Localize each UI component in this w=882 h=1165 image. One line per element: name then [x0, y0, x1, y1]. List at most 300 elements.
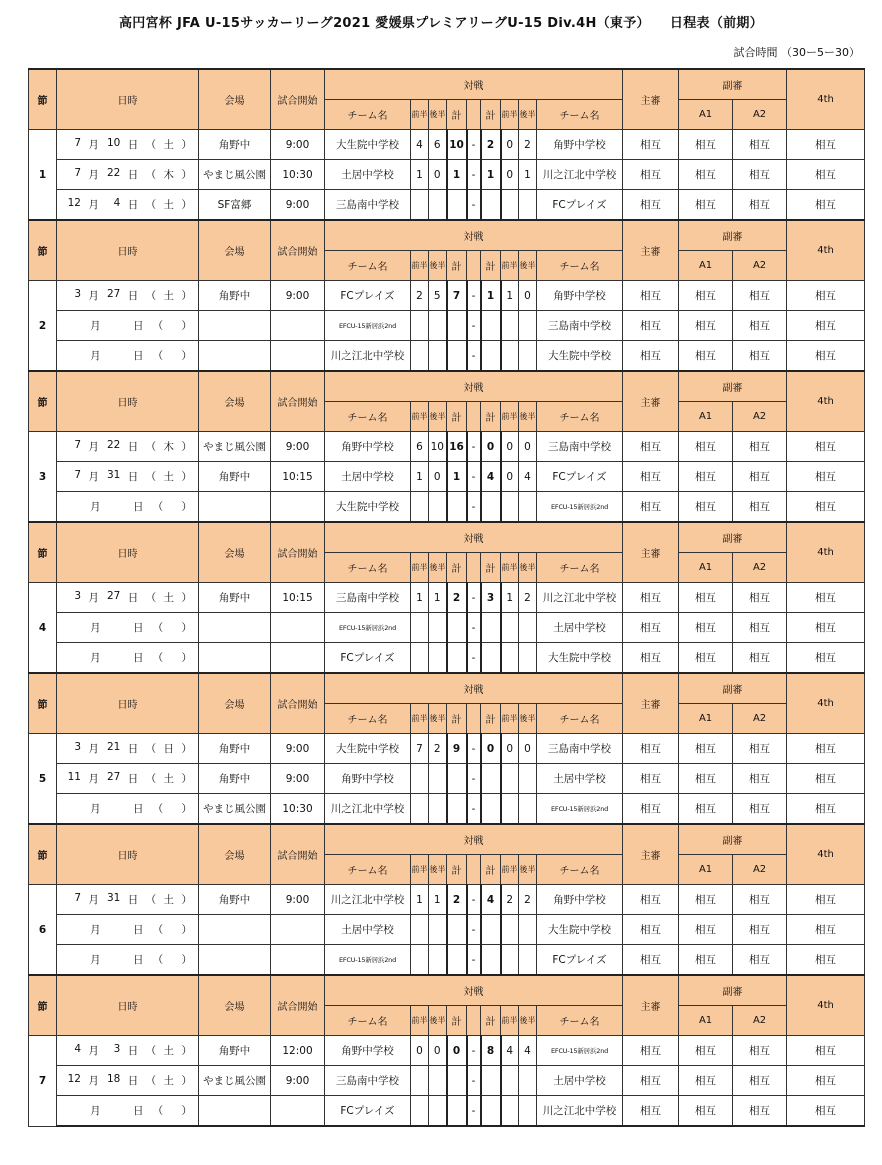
match-date: [57, 311, 199, 341]
match-start-time: 9:00: [271, 432, 325, 462]
match-venue: [199, 341, 271, 372]
away-first-half: [501, 341, 519, 372]
date-paren-open: （: [145, 773, 157, 785]
referee-fourth: 相互: [787, 1096, 865, 1127]
match-start-time: 10:30: [271, 794, 325, 825]
home-team: EFCU-15新居浜2nd: [325, 311, 411, 341]
match-start-time: 9:00: [271, 130, 325, 160]
header-kei-home: 計: [447, 553, 467, 583]
header-taisen: 対戦: [325, 673, 623, 704]
date-paren-open: （: [145, 441, 157, 453]
referee-a2: 相互: [733, 945, 787, 976]
date-day: 4: [113, 197, 121, 209]
referee-fourth: 相互: [787, 190, 865, 221]
date-weekday: 木: [163, 441, 175, 453]
date-day-label: 日: [132, 652, 144, 664]
match-row: [29, 1036, 865, 1066]
away-team: 川之江北中学校: [537, 583, 623, 613]
match-row: [29, 885, 865, 915]
home-first-half: 1: [411, 160, 429, 190]
date-month-label: 月: [90, 622, 101, 634]
home-second-half: [429, 1066, 447, 1096]
header-kohan-away: 後半: [519, 553, 537, 583]
away-team: EFCU-15新居浜2nd: [537, 1036, 623, 1066]
date-day: [110, 620, 124, 635]
score-dash: -: [467, 734, 481, 764]
date-paren-open: （: [152, 350, 164, 362]
date-month-label: 月: [88, 139, 99, 151]
header-fukushin: 副審: [679, 522, 787, 553]
match-venue: [199, 945, 271, 976]
date-day-label: 日: [132, 954, 144, 966]
home-total: [447, 190, 467, 221]
home-team: EFCU-15新居浜2nd: [325, 613, 411, 643]
match-row: [29, 915, 865, 945]
header-team-away: チーム名: [537, 251, 623, 281]
home-first-half: 6: [411, 432, 429, 462]
date-day: 27: [106, 590, 121, 602]
header-zenhan-home: 前半: [411, 855, 429, 885]
away-total: [481, 190, 501, 221]
referee-a2: 相互: [733, 583, 787, 613]
date-day: [110, 499, 124, 514]
home-second-half: 5: [429, 281, 447, 311]
date-parts: [57, 771, 198, 786]
header-team-away: チーム名: [537, 100, 623, 130]
away-total: [481, 643, 501, 674]
match-row: [29, 492, 865, 523]
date-day-label: 日: [127, 199, 139, 211]
home-total: [447, 643, 467, 674]
header-kohan-away: 後半: [519, 100, 537, 130]
header-kei-away: 計: [481, 704, 501, 734]
header-zenhan-home: 前半: [411, 553, 429, 583]
away-second-half: [519, 311, 537, 341]
header-taisen: 対戦: [325, 371, 623, 402]
date-paren-open: （: [145, 894, 157, 906]
away-team: 土居中学校: [537, 764, 623, 794]
home-team: FCプレイズ: [325, 1096, 411, 1127]
date-paren-close: ）: [181, 954, 192, 966]
header-kei-home: 計: [447, 855, 467, 885]
header-shushin: 主審: [623, 522, 679, 583]
away-team: FCプレイズ: [537, 462, 623, 492]
match-venue: 角野中: [199, 885, 271, 915]
date-day: [110, 952, 124, 967]
home-second-half: [429, 945, 447, 976]
header-taisen: 対戦: [325, 975, 623, 1006]
header-fourth: 4th: [787, 824, 865, 885]
date-parts: [57, 469, 198, 484]
away-first-half: 0: [501, 462, 519, 492]
header-a2: A2: [733, 553, 787, 583]
date-month-label: 月: [90, 924, 101, 936]
score-dash: -: [467, 281, 481, 311]
header-team-home: チーム名: [325, 251, 411, 281]
referee-a1: 相互: [679, 583, 733, 613]
header-zenhan-away: 前半: [501, 100, 519, 130]
home-second-half: 2: [429, 734, 447, 764]
referee-a2: 相互: [733, 885, 787, 915]
away-team: 土居中学校: [537, 613, 623, 643]
date-month: 4: [74, 1043, 81, 1055]
away-total: 2: [481, 130, 501, 160]
match-row: [29, 311, 865, 341]
date-day: [110, 1103, 124, 1118]
score-dash: -: [467, 492, 481, 523]
match-start-time: 9:00: [271, 190, 325, 221]
away-second-half: [519, 1066, 537, 1096]
date-paren-open: （: [152, 320, 164, 332]
referee-a2: 相互: [733, 643, 787, 674]
header-fourth: 4th: [787, 975, 865, 1036]
date-day-label: 日: [132, 924, 144, 936]
score-dash: -: [467, 1036, 481, 1066]
header-kaijo: 会場: [199, 975, 271, 1036]
date-day-label: 日: [127, 471, 139, 483]
header-kohan-away: 後半: [519, 855, 537, 885]
date-day-label: 日: [132, 622, 144, 634]
score-dash: -: [467, 915, 481, 945]
header-kohan-home: 後半: [429, 855, 447, 885]
match-date: [57, 734, 199, 764]
date-paren-open: （: [145, 169, 157, 181]
header-kei-home: 計: [447, 1006, 467, 1036]
score-dash: -: [467, 643, 481, 674]
score-dash: -: [467, 794, 481, 825]
header-team-away: チーム名: [537, 402, 623, 432]
away-total: [481, 1066, 501, 1096]
away-first-half: 0: [501, 130, 519, 160]
match-date: [57, 1066, 199, 1096]
header-nichiji: 日時: [57, 69, 199, 130]
away-team: FCプレイズ: [537, 190, 623, 221]
date-paren-close: ）: [181, 350, 192, 362]
home-total: 0: [447, 1036, 467, 1066]
date-month-label: 月: [88, 441, 99, 453]
match-start-time: 9:00: [271, 734, 325, 764]
header-setsu: 節: [29, 69, 57, 130]
header-fukushin: 副審: [679, 371, 787, 402]
away-total: [481, 794, 501, 825]
header-dash: [467, 704, 481, 734]
referee-a1: 相互: [679, 885, 733, 915]
home-team: 土居中学校: [325, 160, 411, 190]
header-shushin: 主審: [623, 824, 679, 885]
referee-a1: 相互: [679, 794, 733, 825]
header-fukushin: 副審: [679, 673, 787, 704]
date-day-label: 日: [127, 441, 139, 453]
header-kohan-home: 後半: [429, 251, 447, 281]
header-zenhan-away: 前半: [501, 704, 519, 734]
date-parts: [57, 197, 198, 212]
match-venue: [199, 492, 271, 523]
header-kaishi: 試合開始: [271, 522, 325, 583]
section-header-row: [29, 975, 865, 1006]
away-total: [481, 945, 501, 976]
away-team: 角野中学校: [537, 281, 623, 311]
header-setsu: 節: [29, 522, 57, 583]
date-month-label: 月: [90, 1105, 101, 1117]
away-second-half: 4: [519, 1036, 537, 1066]
header-setsu: 節: [29, 673, 57, 734]
date-month-label: 月: [88, 199, 99, 211]
home-total: 2: [447, 583, 467, 613]
match-venue: やまじ風公園: [199, 160, 271, 190]
header-kaishi: 試合開始: [271, 824, 325, 885]
date-paren-open: （: [145, 199, 157, 211]
referee-main: 相互: [623, 613, 679, 643]
match-date: [57, 190, 199, 221]
referee-main: 相互: [623, 764, 679, 794]
referee-a2: 相互: [733, 311, 787, 341]
home-second-half: [429, 764, 447, 794]
header-shushin: 主審: [623, 371, 679, 432]
home-total: [447, 311, 467, 341]
home-team: 角野中学校: [325, 1036, 411, 1066]
referee-a2: 相互: [733, 432, 787, 462]
date-weekday: 土: [163, 139, 175, 151]
score-dash: -: [467, 945, 481, 976]
referee-a1: 相互: [679, 160, 733, 190]
referee-main: 相互: [623, 794, 679, 825]
match-date: [57, 1036, 199, 1066]
away-first-half: [501, 643, 519, 674]
away-second-half: 2: [519, 583, 537, 613]
referee-fourth: 相互: [787, 613, 865, 643]
home-first-half: [411, 764, 429, 794]
match-row: [29, 130, 865, 160]
match-row: [29, 432, 865, 462]
date-day: 27: [106, 771, 121, 783]
away-first-half: 0: [501, 734, 519, 764]
date-paren-close: ）: [181, 169, 192, 181]
header-kei-home: 計: [447, 251, 467, 281]
away-first-half: [501, 1096, 519, 1127]
home-first-half: [411, 613, 429, 643]
date-paren-close: ）: [181, 894, 192, 906]
date-paren-close: ）: [181, 290, 192, 302]
date-paren-close: ）: [181, 1105, 192, 1117]
match-venue: やまじ風公園: [199, 794, 271, 825]
match-venue: やまじ風公園: [199, 1066, 271, 1096]
match-start-time: [271, 311, 325, 341]
match-start-time: 10:15: [271, 583, 325, 613]
score-dash: -: [467, 462, 481, 492]
away-first-half: 0: [501, 432, 519, 462]
home-team: 三島南中学校: [325, 190, 411, 221]
referee-a2: 相互: [733, 915, 787, 945]
referee-main: 相互: [623, 915, 679, 945]
header-team-home: チーム名: [325, 1006, 411, 1036]
date-parts: [57, 137, 198, 152]
date-paren-open: （: [145, 139, 157, 151]
match-start-time: 9:00: [271, 281, 325, 311]
home-second-half: 6: [429, 130, 447, 160]
header-kohan-home: 後半: [429, 402, 447, 432]
score-dash: -: [467, 583, 481, 613]
referee-main: 相互: [623, 311, 679, 341]
match-venue: 角野中: [199, 734, 271, 764]
home-team: EFCU-15新居浜2nd: [325, 945, 411, 976]
referee-a1: 相互: [679, 281, 733, 311]
header-kaijo: 会場: [199, 824, 271, 885]
header-nichiji: 日時: [57, 824, 199, 885]
match-start-time: 9:00: [271, 885, 325, 915]
date-month: [67, 348, 81, 363]
away-second-half: [519, 1096, 537, 1127]
away-first-half: [501, 945, 519, 976]
date-day-label: 日: [132, 350, 144, 362]
date-month: [67, 650, 81, 665]
home-first-half: [411, 341, 429, 372]
referee-main: 相互: [623, 462, 679, 492]
header-setsu: 節: [29, 824, 57, 885]
date-paren-close: ）: [181, 501, 192, 513]
home-first-half: [411, 311, 429, 341]
away-second-half: [519, 643, 537, 674]
header-shushin: 主審: [623, 975, 679, 1036]
date-day: 22: [106, 439, 121, 451]
referee-a1: 相互: [679, 945, 733, 976]
date-day: [110, 318, 124, 333]
referee-a1: 相互: [679, 492, 733, 523]
header-zenhan-home: 前半: [411, 1006, 429, 1036]
section-header-row: [29, 522, 865, 553]
away-total: [481, 341, 501, 372]
referee-main: 相互: [623, 432, 679, 462]
referee-fourth: 相互: [787, 492, 865, 523]
date-day-label: 日: [127, 1075, 139, 1087]
referee-fourth: 相互: [787, 945, 865, 976]
referee-fourth: 相互: [787, 462, 865, 492]
header-a1: A1: [679, 100, 733, 130]
date-month: [67, 318, 81, 333]
referee-fourth: 相互: [787, 160, 865, 190]
referee-fourth: 相互: [787, 794, 865, 825]
date-paren-close: ）: [181, 592, 192, 604]
referee-a2: 相互: [733, 1096, 787, 1127]
header-fukushin: 副審: [679, 975, 787, 1006]
date-month-label: 月: [90, 501, 101, 513]
away-second-half: 2: [519, 885, 537, 915]
date-parts: [57, 922, 198, 937]
date-month-label: 月: [90, 652, 101, 664]
match-row: [29, 583, 865, 613]
match-venue: 角野中: [199, 462, 271, 492]
date-paren-open: （: [145, 743, 157, 755]
header-nichiji: 日時: [57, 371, 199, 432]
header-kaijo: 会場: [199, 220, 271, 281]
referee-fourth: 相互: [787, 130, 865, 160]
date-month: [67, 499, 81, 514]
date-paren-close: ）: [181, 622, 192, 634]
date-parts: [57, 318, 198, 333]
header-kei-away: 計: [481, 251, 501, 281]
match-row: [29, 643, 865, 674]
header-kohan-away: 後半: [519, 251, 537, 281]
header-setsu: 節: [29, 975, 57, 1036]
header-a2: A2: [733, 855, 787, 885]
referee-a1: 相互: [679, 1096, 733, 1127]
date-month-label: 月: [88, 471, 99, 483]
header-fourth: 4th: [787, 522, 865, 583]
date-paren-close: ）: [181, 803, 192, 815]
away-team: 土居中学校: [537, 1066, 623, 1096]
away-second-half: 0: [519, 281, 537, 311]
match-start-time: 10:30: [271, 160, 325, 190]
home-team: 大生院中学校: [325, 492, 411, 523]
home-total: 10: [447, 130, 467, 160]
header-zenhan-home: 前半: [411, 100, 429, 130]
date-month: [67, 801, 81, 816]
away-team: 三島南中学校: [537, 311, 623, 341]
score-dash: -: [467, 160, 481, 190]
away-second-half: 2: [519, 130, 537, 160]
section-header-row: [29, 220, 865, 251]
home-first-half: [411, 643, 429, 674]
header-zenhan-away: 前半: [501, 855, 519, 885]
section-header-row: [29, 673, 865, 704]
away-second-half: [519, 492, 537, 523]
away-total: [481, 915, 501, 945]
date-weekday: 木: [163, 169, 175, 181]
match-date: [57, 643, 199, 674]
header-kaishi: 試合開始: [271, 220, 325, 281]
home-second-half: 0: [429, 160, 447, 190]
home-first-half: 0: [411, 1036, 429, 1066]
date-parts: [57, 1043, 198, 1058]
match-start-time: [271, 1096, 325, 1127]
header-kaijo: 会場: [199, 522, 271, 583]
match-start-time: [271, 643, 325, 674]
date-paren-open: （: [152, 803, 164, 815]
home-first-half: [411, 190, 429, 221]
away-first-half: [501, 190, 519, 221]
match-row: [29, 1096, 865, 1127]
away-team: EFCU-15新居浜2nd: [537, 794, 623, 825]
referee-a2: 相互: [733, 190, 787, 221]
away-first-half: [501, 1066, 519, 1096]
header-kaijo: 会場: [199, 371, 271, 432]
header-a2: A2: [733, 704, 787, 734]
home-first-half: 1: [411, 885, 429, 915]
header-shushin: 主審: [623, 673, 679, 734]
away-second-half: [519, 915, 537, 945]
match-date: [57, 583, 199, 613]
date-month-label: 月: [90, 954, 101, 966]
date-weekday: 土: [163, 592, 175, 604]
header-dash: [467, 402, 481, 432]
header-setsu: 節: [29, 371, 57, 432]
match-row: [29, 945, 865, 976]
date-paren-close: ）: [181, 1045, 192, 1057]
away-total: 1: [481, 281, 501, 311]
date-month: [67, 1103, 81, 1118]
header-team-home: チーム名: [325, 704, 411, 734]
match-date: [57, 764, 199, 794]
referee-a2: 相互: [733, 613, 787, 643]
date-paren-open: （: [145, 290, 157, 302]
away-first-half: [501, 311, 519, 341]
date-paren-open: （: [152, 954, 164, 966]
match-venue: 角野中: [199, 281, 271, 311]
referee-a1: 相互: [679, 613, 733, 643]
date-paren-close: ）: [181, 773, 192, 785]
date-day: 31: [106, 469, 121, 481]
home-second-half: [429, 190, 447, 221]
date-paren-close: ）: [181, 743, 192, 755]
